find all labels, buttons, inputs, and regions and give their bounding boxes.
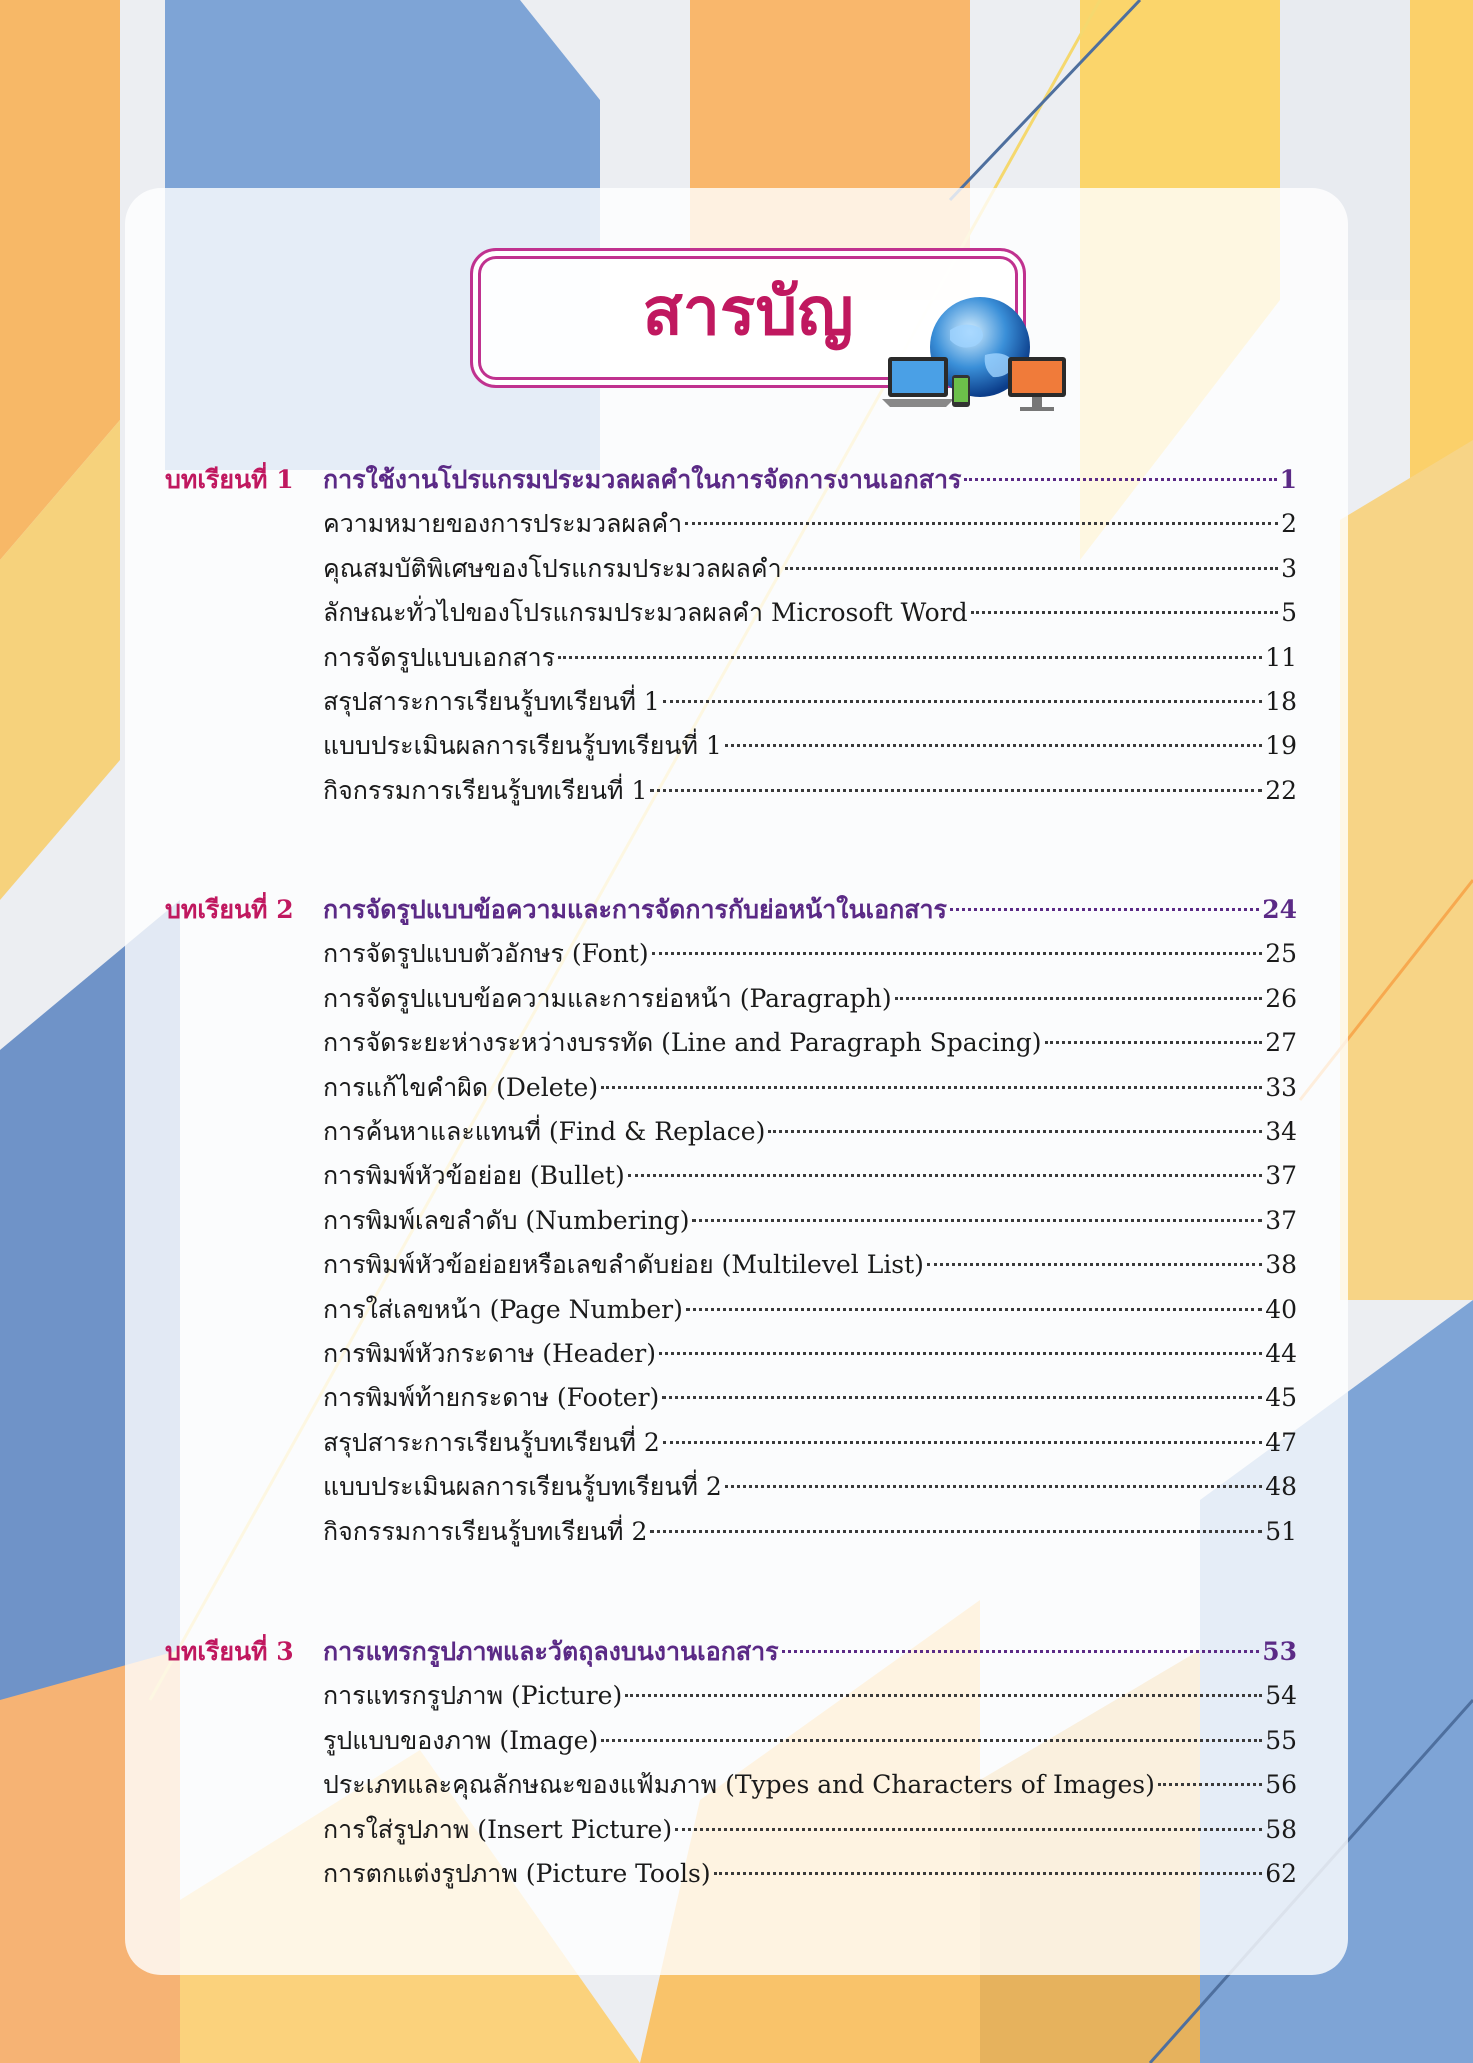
entry-page-number: 44 <box>1265 1339 1297 1368</box>
entry-title: การพิมพ์หัวข้อย่อยหรือเลขลำดับย่อย (Multilevel List) <box>323 1250 924 1280</box>
toc-entry <box>165 979 1297 1019</box>
entry-title: การจัดรูปแบบข้อความและการย่อหน้า (Paragraph) <box>323 983 892 1013</box>
entry-body <box>323 1512 1297 1552</box>
entry-body <box>323 1676 1297 1716</box>
entry-page-number: 45 <box>1265 1383 1297 1413</box>
entry-title: การพิมพ์ท้ายกระดาษ (Footer) <box>323 1383 660 1413</box>
entry-title: ลักษณะทั่วไปของโปรแกรมประมวลผลคำ Microsoft Word <box>323 598 968 628</box>
dot-leader <box>1158 1783 1262 1786</box>
dot-leader <box>685 522 1278 525</box>
entry-title: ความหมายของการประมวลผลคำ <box>323 509 683 539</box>
entry-page-number: 51 <box>1265 1516 1297 1546</box>
entry-body <box>323 1765 1297 1805</box>
entry-title: การพิมพ์หัวข้อย่อย (Bullet) <box>323 1161 625 1191</box>
toc-entry <box>165 1378 1297 1418</box>
entry-body <box>323 1290 1297 1330</box>
entry-title: การใส่เลขหน้า (Page Number) <box>323 1294 683 1324</box>
entry-page-number: 2 <box>1281 509 1297 539</box>
toc-entry <box>165 1810 1297 1850</box>
toc-entry <box>165 1423 1297 1463</box>
dot-leader <box>663 1441 1262 1444</box>
toc-entry <box>165 593 1297 633</box>
toc-entry <box>165 1676 1297 1716</box>
entry-page-number: 11 <box>1265 642 1297 672</box>
toc-entry <box>165 549 1297 589</box>
entry-title: การพิมพ์หัวกระดาษ (Header) <box>323 1339 657 1368</box>
dot-leader <box>1045 1041 1263 1044</box>
entry-body <box>323 1112 1297 1152</box>
entry-body <box>323 549 1297 589</box>
dot-leader <box>675 1828 1262 1831</box>
chapter-heading <box>165 1632 1297 1672</box>
entry-body <box>323 1156 1297 1196</box>
entry-body <box>323 682 1297 722</box>
toc-entry <box>165 1512 1297 1552</box>
chapter-page-number: 53 <box>1262 1637 1297 1666</box>
toc-entry <box>165 1068 1297 1108</box>
toc-entry <box>165 1721 1297 1761</box>
toc-entry <box>165 934 1297 974</box>
entry-title: คุณสมบัติพิเศษของโปรแกรมประมวลผลคำ <box>323 553 782 583</box>
entry-body <box>323 1378 1297 1418</box>
entry-page-number: 5 <box>1281 598 1297 628</box>
dot-leader <box>601 1739 1262 1742</box>
entry-body <box>323 1854 1297 1894</box>
toc-entry <box>165 1156 1297 1196</box>
toc-entry <box>165 638 1297 678</box>
dot-leader <box>625 1694 1262 1697</box>
entry-page-number: 26 <box>1265 983 1297 1013</box>
entry-body <box>323 771 1297 811</box>
dot-leader <box>725 1485 1262 1488</box>
page-title: สารบัญ <box>642 272 854 350</box>
entry-page-number: 19 <box>1265 731 1297 761</box>
dot-leader <box>785 567 1278 570</box>
dot-leader <box>686 1308 1262 1311</box>
dot-leader <box>650 1530 1262 1533</box>
chapter-entry <box>323 1632 1297 1672</box>
entry-page-number: 56 <box>1265 1770 1297 1800</box>
toc-entry <box>165 1201 1297 1241</box>
entry-title: แบบประเมินผลการเรียนรู้บทเรียนที่ 1 <box>323 731 722 761</box>
entry-body <box>323 1068 1297 1108</box>
entry-title: การแทรกรูปภาพ (Picture) <box>323 1681 623 1711</box>
entry-body <box>323 934 1297 974</box>
entry-page-number: 55 <box>1265 1725 1297 1755</box>
entry-title: สรุปสาระการเรียนรู้บทเรียนที่ 2 <box>323 1427 660 1457</box>
chapter-page-number: 1 <box>1279 465 1297 494</box>
entry-title: การใส่รูปภาพ (Insert Picture) <box>323 1814 673 1844</box>
entry-body <box>323 1810 1297 1850</box>
dot-leader <box>558 656 1262 659</box>
lesson-label: บทเรียนที่ 1 <box>165 465 294 494</box>
entry-title: กิจกรรมการเรียนรู้บทเรียนที่ 2 <box>323 1516 648 1546</box>
dot-leader <box>768 1130 1262 1133</box>
entry-page-number: 25 <box>1265 939 1297 969</box>
chapter-title: การจัดรูปแบบข้อความและการจัดการกับย่อหน้าในเอกสาร <box>323 895 947 924</box>
entry-body <box>323 726 1297 766</box>
dot-leader <box>692 1219 1262 1222</box>
toc-entry <box>165 771 1297 811</box>
lesson-label: บทเรียนที่ 3 <box>165 1637 294 1666</box>
entry-page-number: 27 <box>1265 1028 1297 1058</box>
entry-body <box>323 1023 1297 1063</box>
entry-body <box>323 1423 1297 1463</box>
entry-title: แบบประเมินผลการเรียนรู้บทเรียนที่ 2 <box>323 1472 722 1502</box>
entry-page-number: 3 <box>1281 553 1297 583</box>
dot-leader <box>659 1352 1262 1355</box>
entry-page-number: 62 <box>1265 1859 1297 1888</box>
entry-title: การตกแต่งรูปภาพ (Picture Tools) <box>323 1859 711 1888</box>
toc-entry <box>165 726 1297 766</box>
dot-leader <box>895 997 1263 1000</box>
chapter-page-number: 24 <box>1262 895 1297 924</box>
entry-title: การจัดระยะห่างระหว่างบรรทัด (Line and Paragraph Spacing) <box>323 1028 1042 1058</box>
globe-computers-icon <box>880 295 1070 420</box>
entry-body <box>323 593 1297 633</box>
entry-title: การจัดรูปแบบตัวอักษร (Font) <box>323 939 649 969</box>
chapter-heading <box>165 460 1297 500</box>
dot-leader <box>964 478 1276 481</box>
toc-entry <box>165 504 1297 544</box>
chapter-title: การใช้งานโปรแกรมประมวลผลคำในการจัดการงานเอกสาร <box>323 465 962 494</box>
dot-leader <box>652 952 1263 955</box>
dot-leader <box>628 1174 1262 1177</box>
chapter-entry <box>323 460 1297 500</box>
entry-body <box>323 1201 1297 1241</box>
entry-title: การค้นหาและแทนที่ (Find & Replace) <box>323 1117 766 1146</box>
dot-leader <box>662 1396 1262 1399</box>
toc-entry <box>165 682 1297 722</box>
entry-body <box>323 638 1297 678</box>
toc-entry <box>165 1112 1297 1152</box>
chapter-entry <box>323 890 1297 930</box>
entry-body <box>323 1721 1297 1761</box>
chapter-heading <box>165 890 1297 930</box>
toc-entry <box>165 1467 1297 1507</box>
entry-title: การจัดรูปแบบเอกสาร <box>323 642 556 672</box>
dot-leader <box>950 908 1259 911</box>
dot-leader <box>782 1650 1260 1653</box>
toc-entry <box>165 1290 1297 1330</box>
entry-page-number: 34 <box>1265 1117 1297 1146</box>
entry-page-number: 22 <box>1265 775 1297 805</box>
toc-entry <box>165 1023 1297 1063</box>
entry-body <box>323 1245 1297 1285</box>
entry-title: กิจกรรมการเรียนรู้บทเรียนที่ 1 <box>323 775 648 805</box>
entry-page-number: 37 <box>1265 1205 1297 1235</box>
toc-entry <box>165 1765 1297 1805</box>
entry-page-number: 54 <box>1265 1681 1297 1711</box>
toc-entry <box>165 1245 1297 1285</box>
dot-leader <box>650 789 1262 792</box>
toc-entry <box>165 1854 1297 1894</box>
dot-leader <box>927 1263 1262 1266</box>
entry-page-number: 48 <box>1265 1472 1297 1502</box>
entry-body <box>323 1467 1297 1507</box>
dot-leader <box>971 611 1278 614</box>
entry-page-number: 40 <box>1265 1294 1297 1324</box>
entry-title: สรุปสาระการเรียนรู้บทเรียนที่ 1 <box>323 687 660 716</box>
dot-leader <box>601 1086 1262 1089</box>
entry-page-number: 58 <box>1265 1814 1297 1844</box>
entry-title: การพิมพ์เลขลำดับ (Numbering) <box>323 1205 690 1235</box>
entry-page-number: 38 <box>1265 1250 1297 1280</box>
entry-title: รูปแบบของภาพ (Image) <box>323 1725 599 1755</box>
lesson-label: บทเรียนที่ 2 <box>165 895 294 924</box>
entry-body <box>323 504 1297 544</box>
dot-leader <box>714 1872 1263 1875</box>
entry-page-number: 18 <box>1265 687 1297 716</box>
chapter-title: การแทรกรูปภาพและวัตถุลงบนงานเอกสาร <box>323 1637 779 1666</box>
entry-page-number: 33 <box>1265 1072 1297 1102</box>
entry-title: ประเภทและคุณลักษณะของแฟ้มภาพ (Types and Characters of Images) <box>323 1770 1155 1800</box>
dot-leader <box>663 700 1262 703</box>
entry-body <box>323 1334 1297 1374</box>
entry-body <box>323 979 1297 1019</box>
entry-title: การแก้ไขคำผิด (Delete) <box>323 1072 599 1102</box>
toc-entry <box>165 1334 1297 1374</box>
dot-leader <box>725 744 1262 747</box>
entry-page-number: 47 <box>1265 1427 1297 1457</box>
entry-page-number: 37 <box>1265 1161 1297 1191</box>
